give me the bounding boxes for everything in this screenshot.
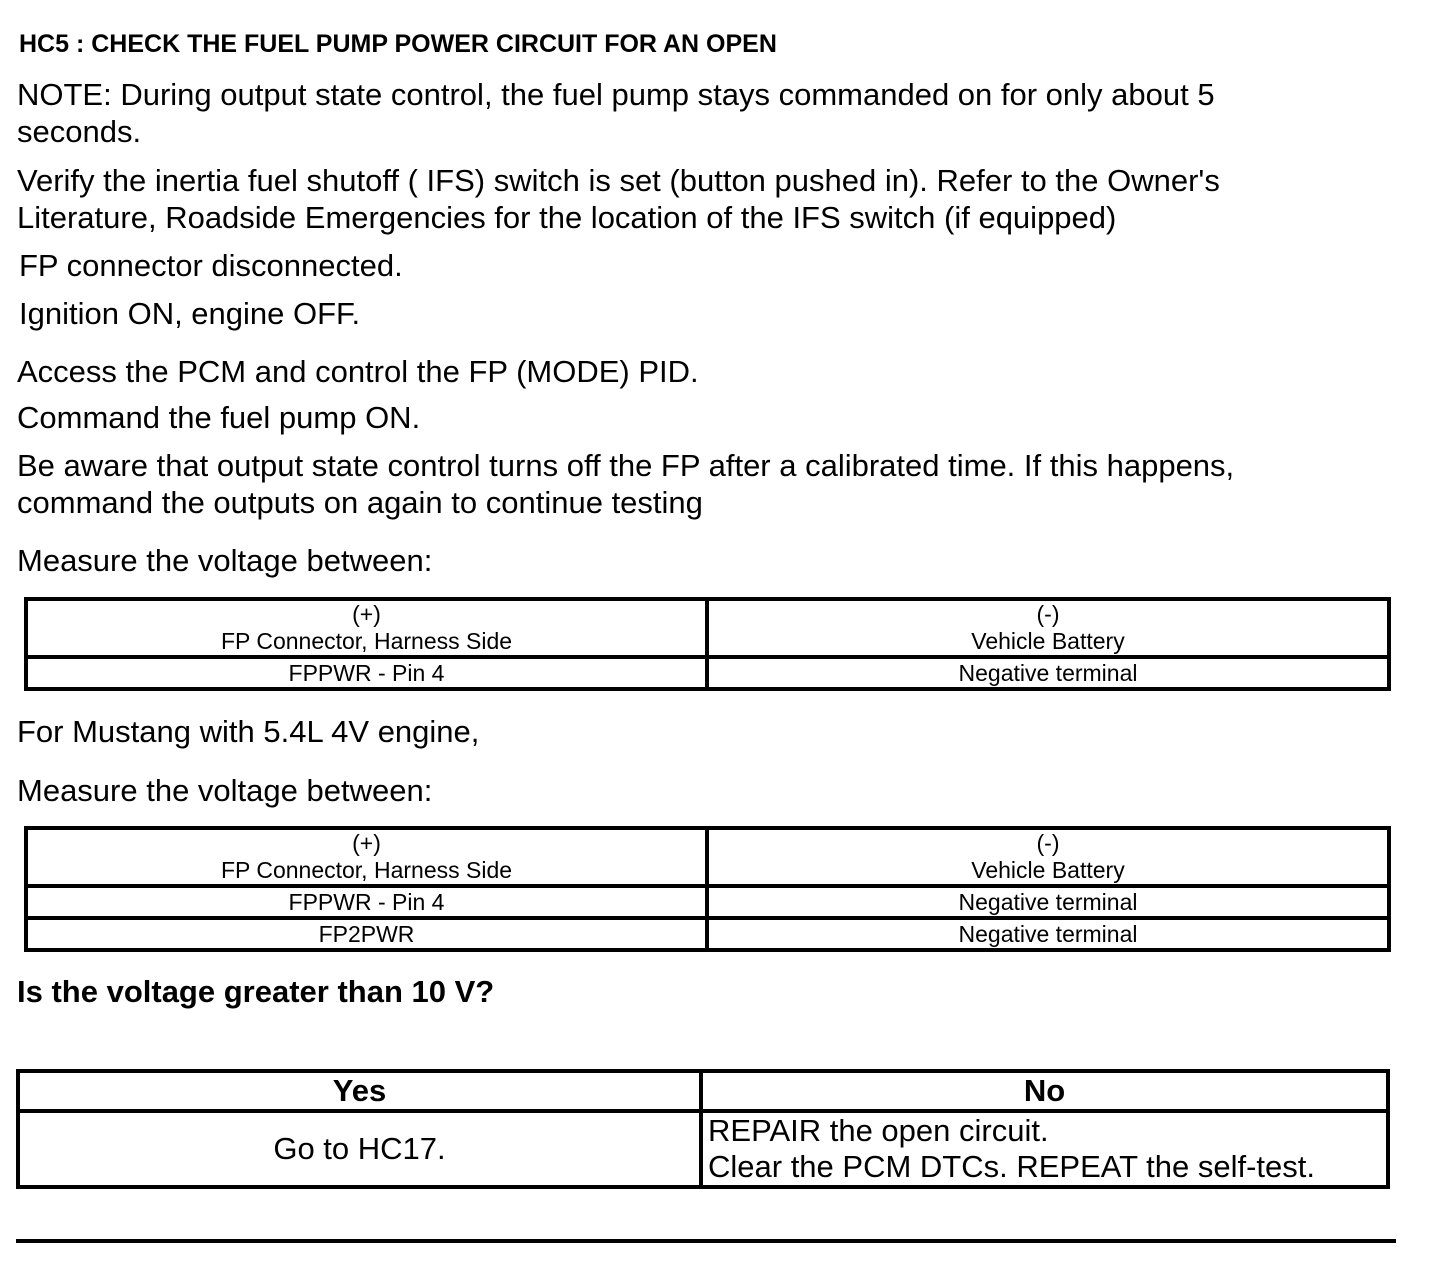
table-row xyxy=(26,918,1389,950)
measure-label-2: Measure the voltage between: xyxy=(17,773,433,808)
measure-table-2 xyxy=(24,826,1391,952)
yes-header: Yes xyxy=(18,1071,701,1111)
verify-line-2: Literature, Roadside Emergencies for the location of the IFS switch (if equipped) xyxy=(17,200,1117,235)
no-header: No xyxy=(701,1071,1388,1111)
minus-symbol: (-) xyxy=(1036,601,1060,627)
measure-label-1: Measure the voltage between: xyxy=(17,543,433,578)
plus-label: FP Connector, Harness Side xyxy=(220,857,513,883)
step-ignition: Ignition ON, engine OFF. xyxy=(19,296,361,331)
decision-question: Is the voltage greater than 10 V? xyxy=(17,974,495,1009)
plus-cell: FPPWR - Pin 4 xyxy=(26,886,707,918)
table-row xyxy=(26,657,1389,689)
minus-column-header xyxy=(707,599,1389,657)
plus-label: FP Connector, Harness Side xyxy=(220,628,513,654)
step-command-pump: Command the fuel pump ON. xyxy=(17,400,421,435)
table-row xyxy=(18,1111,1388,1187)
minus-label: Vehicle Battery xyxy=(971,628,1125,654)
note-line-1: NOTE: During output state control, the fuel pump stays commanded on for only about 5 xyxy=(17,77,1215,112)
bottom-divider xyxy=(16,1239,1396,1243)
minus-column-header xyxy=(707,828,1389,886)
table-row xyxy=(26,886,1389,918)
yes-action: Go to HC17. xyxy=(18,1111,701,1187)
minus-cell: Negative terminal xyxy=(707,918,1389,950)
no-action-line-1: REPAIR the open circuit. xyxy=(708,1113,1049,1148)
measure-table-header xyxy=(26,828,1389,886)
plus-column-header xyxy=(26,828,707,886)
aware-line-2: command the outputs on again to continue testing xyxy=(17,485,703,520)
aware-line-1: Be aware that output state control turns off the FP after a calibrated time. If this happens, xyxy=(17,448,1235,483)
verify-paragraph xyxy=(17,162,1220,236)
plus-column-header xyxy=(26,599,707,657)
note-paragraph xyxy=(17,76,1215,150)
minus-cell: Negative terminal xyxy=(707,657,1389,689)
no-action xyxy=(701,1111,1388,1187)
plus-cell: FP2PWR xyxy=(26,918,707,950)
mustang-note: For Mustang with 5.4L 4V engine, xyxy=(17,714,480,749)
aware-paragraph xyxy=(17,447,1234,521)
minus-symbol: (-) xyxy=(1036,830,1060,856)
measure-table-1 xyxy=(24,597,1391,691)
page-title: HC5 : CHECK THE FUEL PUMP POWER CIRCUIT FOR AN OPEN xyxy=(19,30,777,58)
minus-label: Vehicle Battery xyxy=(971,857,1125,883)
step-connector: FP connector disconnected. xyxy=(19,248,403,283)
result-table xyxy=(16,1069,1390,1189)
result-table-header xyxy=(18,1071,1388,1111)
verify-line-1: Verify the inertia fuel shutoff ( IFS) switch is set (button pushed in). Refer to the Owner's xyxy=(17,163,1220,198)
no-action-line-2: Clear the PCM DTCs. REPEAT the self-test. xyxy=(708,1149,1315,1184)
plus-cell: FPPWR - Pin 4 xyxy=(26,657,707,689)
plus-symbol: (+) xyxy=(352,830,381,856)
step-access-pcm: Access the PCM and control the FP (MODE) PID. xyxy=(17,354,699,389)
measure-table-header xyxy=(26,599,1389,657)
note-line-2: seconds. xyxy=(17,114,142,149)
minus-cell: Negative terminal xyxy=(707,886,1389,918)
plus-symbol: (+) xyxy=(352,601,381,627)
